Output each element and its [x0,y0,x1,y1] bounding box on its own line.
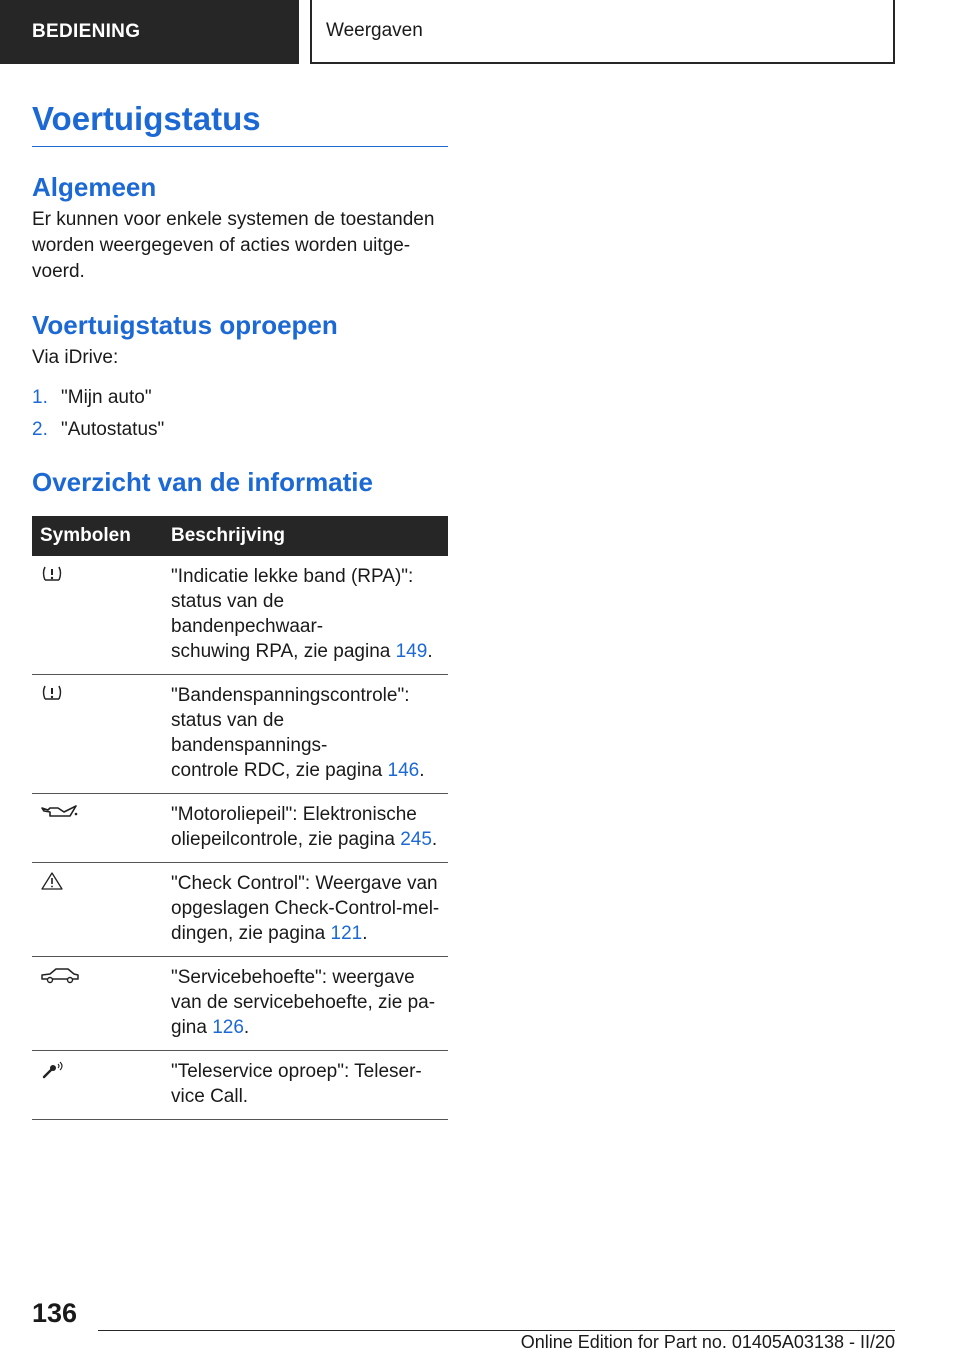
footer-edition: Online Edition for Part no. 01405A03138 - II/20 [520,1332,895,1352]
desc-line: "Indicatie lekke band (RPA)": [171,566,414,587]
table-header-row [32,516,448,556]
header-chapter-label: Weergaven [326,20,423,41]
desc-line: "Motoroliepeil": Elektronische [171,804,417,825]
footer-divider [98,1330,895,1331]
tire-warning-icon [32,556,163,675]
oil-can-icon [32,794,163,863]
desc-line: oliepeilcontrole, zie pagina [171,829,401,850]
heading-general: Algemeen [32,172,157,202]
table-row [32,794,448,863]
list-text: "Autostatus" [61,419,165,440]
col-header-symbols: Symbolen [32,516,163,556]
row-description [163,675,448,794]
general-body [32,207,448,285]
desc-end: . [431,829,438,850]
heading-call-up: Voertuigstatus oproepen [32,310,338,340]
car-service-icon [32,957,163,1051]
desc-line: status van de bandenpechwaar- [171,591,324,637]
info-table [32,516,448,1120]
table-row [32,1051,448,1120]
desc-line: vice Call. [171,1086,249,1107]
desc-line: schuwing RPA, zie pagina [171,641,396,662]
page-link[interactable]: 126 [212,1017,244,1038]
list-item [32,385,152,411]
list-number: 2. [32,419,48,440]
row-description [163,863,448,957]
warning-triangle-icon [32,863,163,957]
table-row [32,957,448,1051]
list-number: 1. [32,387,48,408]
general-body-line: worden weergegeven of acties worden uitge- [32,235,411,256]
desc-end: . [243,1017,250,1038]
page-number: 136 [32,1298,78,1328]
desc-line: status van de bandenspannings- [171,710,328,756]
header-section-label: BEDIENING [32,21,141,42]
general-body-line: Er kunnen voor enkele systemen de toestanden [32,209,435,230]
col-header-description: Beschrijving [163,516,448,556]
row-description [163,794,448,863]
heading-overview: Overzicht van de informatie [32,467,373,497]
tire-pressure-icon [32,675,163,794]
general-body-line: voerd. [32,261,85,282]
desc-line: "Servicebehoefte": weergave [171,967,415,988]
desc-end: . [362,923,368,944]
page-link[interactable]: 146 [387,760,420,781]
list-text: "Mijn auto" [61,387,152,408]
desc-line: gina [171,1017,213,1038]
page-title: Voertuigstatus [32,100,448,147]
desc-line: "Teleservice oproep": Teleser- [171,1061,422,1082]
desc-line: opgeslagen Check-Control-mel- [171,898,440,919]
call-up-intro: Via iDrive: [32,347,119,368]
desc-end: . [427,641,433,662]
row-description [163,556,448,675]
header-chapter-tab [310,0,895,64]
row-description [163,957,448,1051]
desc-line: "Bandenspanningscontrole": [171,685,410,706]
desc-line: "Check Control": Weergave van [171,873,438,894]
row-description [163,1051,448,1120]
header-section-tab [0,0,299,64]
desc-line: van de servicebehoefte, zie pa- [171,992,436,1013]
desc-line: dingen, zie pagina [171,923,331,944]
table-row [32,675,448,794]
table-row [32,863,448,957]
page-link[interactable]: 149 [395,641,428,662]
desc-end: . [419,760,425,781]
list-item [32,417,164,443]
desc-line: controle RDC, zie pagina [171,760,388,781]
table-row [32,556,448,675]
wrench-signal-icon [32,1051,163,1120]
page-link[interactable]: 245 [400,829,432,850]
page-link[interactable]: 121 [330,923,363,944]
